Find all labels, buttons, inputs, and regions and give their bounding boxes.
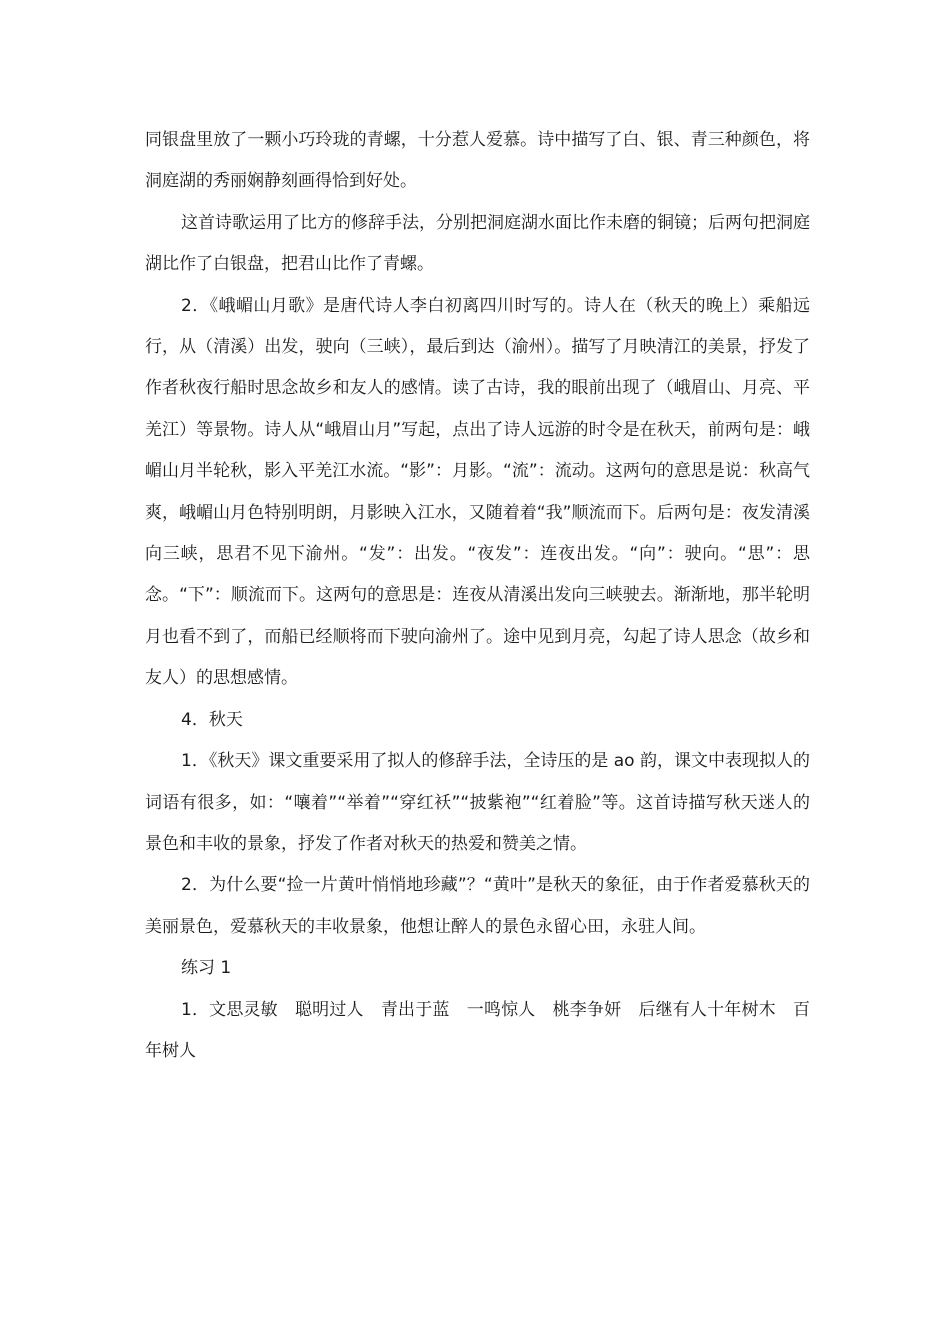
section-heading-autumn: 4．秋天: [181, 709, 243, 730]
paragraph-autumn-personification: 1．《秋天》课文重要采用了拟人的修辞手法，全诗压的是 ao 韵，课文中表现拟人的词语有很多，如：“嚷着”“举着”“穿红袄”“披紫袍”“红着脸”等。这首诗描写秋天迷人的景色和丰收的景象，抒发了作者对秋天的热爱和赞美之情。: [145, 751, 810, 854]
paragraph-emei-moon-song: 2．《峨嵋山月歌》是唐代诗人李白初离四川时写的。诗人在（秋天的晚上）乘船远行，从（清溪）出发，驶向（三峡），最后到达（渝州）。描写了月映清江的美景，抒发了作者秋夜行船时思念故乡和友人的感情。读了古诗，我的眼前出现了（峨眉山、月亮、平羌江）等景物。诗人从“峨眉山月”写起，点出了诗人远游的时令是在秋天，前两句是：峨嵋山月半轮秋，影入平羌江水流。“影”：月影。“流”：流动。这两句的意思是说：秋高气爽，峨嵋山月色特别明朗，月影映入江水，又随着着“我”顺流而下。后两句是：夜发清溪向三峡，思君不见下渝州。“发”：出发。“夜发”：连夜出发。“向”：驶向。“思”：思念。“下”：顺流而下。这两句的意思是：连夜从清溪出发向三峡驶去。渐渐地，那半轮明月也看不到了，而船已经顺将而下驶向渝州了。途中见到月亮，勾起了诗人思念（故乡和友人）的思想感情。: [145, 295, 810, 689]
paragraph-yellow-leaf: 2．为什么要“捡一片黄叶悄悄地珍藏”？“黄叶”是秋天的象征，由于作者爱慕秋天的美丽景色，爱慕秋天的丰收景象，他想让醉人的景色永留心田，永驻人间。: [145, 875, 810, 937]
section-heading-exercise-1: 练习 1: [181, 958, 232, 979]
paragraph-idioms: 1．文思灵敏 聪明过人 青出于蓝 一鸣惊人 桃李争妍 后继有人十年树木 百年树人: [145, 999, 810, 1061]
paragraph-rhetoric: 这首诗歌运用了比方的修辞手法，分别把洞庭湖水面比作未磨的铜镜；后两句把洞庭湖比作了白银盘，把君山比作了青螺。: [145, 212, 810, 275]
paragraph-poem-description: 同银盘里放了一颗小巧玲珑的青螺，十分惹人爱慕。诗中描写了白、银、青三种颜色，将洞庭湖的秀丽娴静刻画得恰到好处。: [145, 130, 810, 192]
document-body: [145, 120, 810, 1072]
